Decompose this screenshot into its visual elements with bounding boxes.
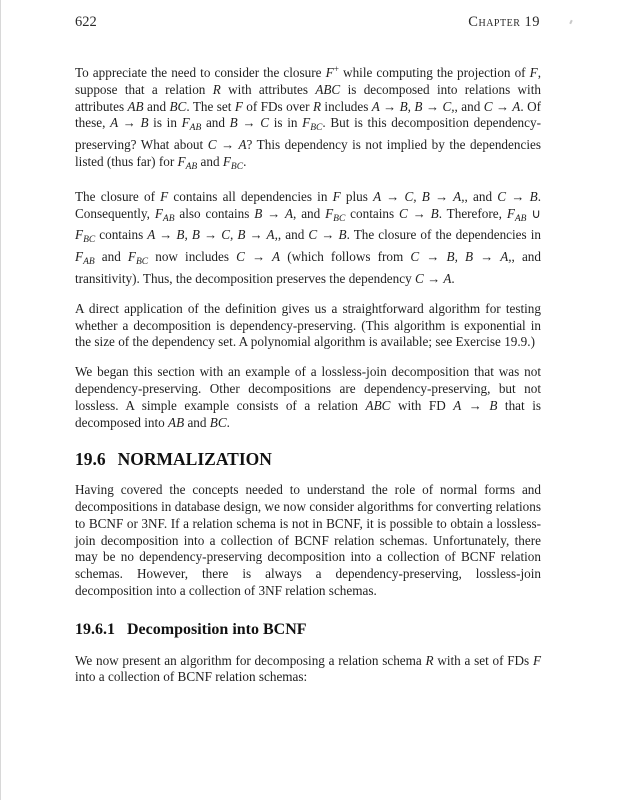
page-edge <box>0 0 1 800</box>
paragraph-bcnf-intro: We now present an algorithm for decomposing a relation schema R with a set of FDs F into a collection of BCNF relation schemas: <box>75 652 541 685</box>
page-number: 622 <box>75 14 97 30</box>
chapter-label: Chapter 19 <box>468 14 540 30</box>
subsection-title: Decomposition into BCNF <box>127 620 307 638</box>
running-header <box>75 14 540 31</box>
section-number: 19.6 <box>75 449 106 470</box>
section-title: NORMALIZATION <box>117 449 272 470</box>
scan-mark <box>569 20 573 24</box>
page-body <box>75 62 541 699</box>
subsection-heading <box>75 622 541 639</box>
paragraph-closure-example: The closure of F contains all dependencies in F plus A → C, B → A,, and C → B. Consequently, $F_{AB}$ also contains B → A, and $F_{BC}$ contains C → B. Therefore, $F_{AB}$ ∪ $F_{BC}$ contains A → B, B → C, B → A,, and C → B. The closure of the dependencies in $F_{AB}$ and $F_{BC}$ now includes C → A (which follows from C → B, B → A,, and transitivity). Thus, the decomposition preserves the dependency C → A. <box>75 188 541 286</box>
paragraph-lossless-example: We began this section with an example of a lossless-join decomposition that was not dependency-preserving. Other decompositions are dependency-preserving, but not lossless. A simple example consists of a relation ABC with FD A → B that is decomposed into AB and BC. <box>75 364 541 430</box>
section-heading <box>75 451 541 468</box>
paragraph-normalization-intro: Having covered the concepts needed to understand the role of normal forms and decompositions in database design, we now consider algorithms for converting relations to BCNF or 3NF. If a relation schema is not in BCNF, it is possible to obtain a lossless-join decomposition into a collection of BCNF relation schemas. Unfortunately, there may be no dependency-preserving decomposition into a collection of BCNF relation schemas. However, there is always a dependency-preserving, lossless-join decomposition into a collection of 3NF relation schemas. <box>75 482 541 598</box>
paragraph-algorithm-note: A direct application of the definition gives us a straightforward algorithm for testing whether a decomposition is dependency-preserving. (This algorithm is exponential in the size of the dependency set. A polynomial algorithm is available; see Exercise 19.9.) <box>75 300 541 350</box>
paragraph-closure-intro: To appreciate the need to consider the closure F+ while computing the projection of F, suppose that a relation R with attributes ABC is decomposed into relations with attributes AB and BC. The set F of FDs over R includes A → B, B → C,, and C → A. Of these, A → B is in $F_{AB}$ and B → C is in $F_{BC}$. But is this decomposition dependency-preserving? What about C → A? This dependency is not implied by the dependencies listed (thus far) for $F_{AB}$ and $F_{BC}$. <box>75 65 541 172</box>
subsection-number: 19.6.1 <box>75 620 115 638</box>
